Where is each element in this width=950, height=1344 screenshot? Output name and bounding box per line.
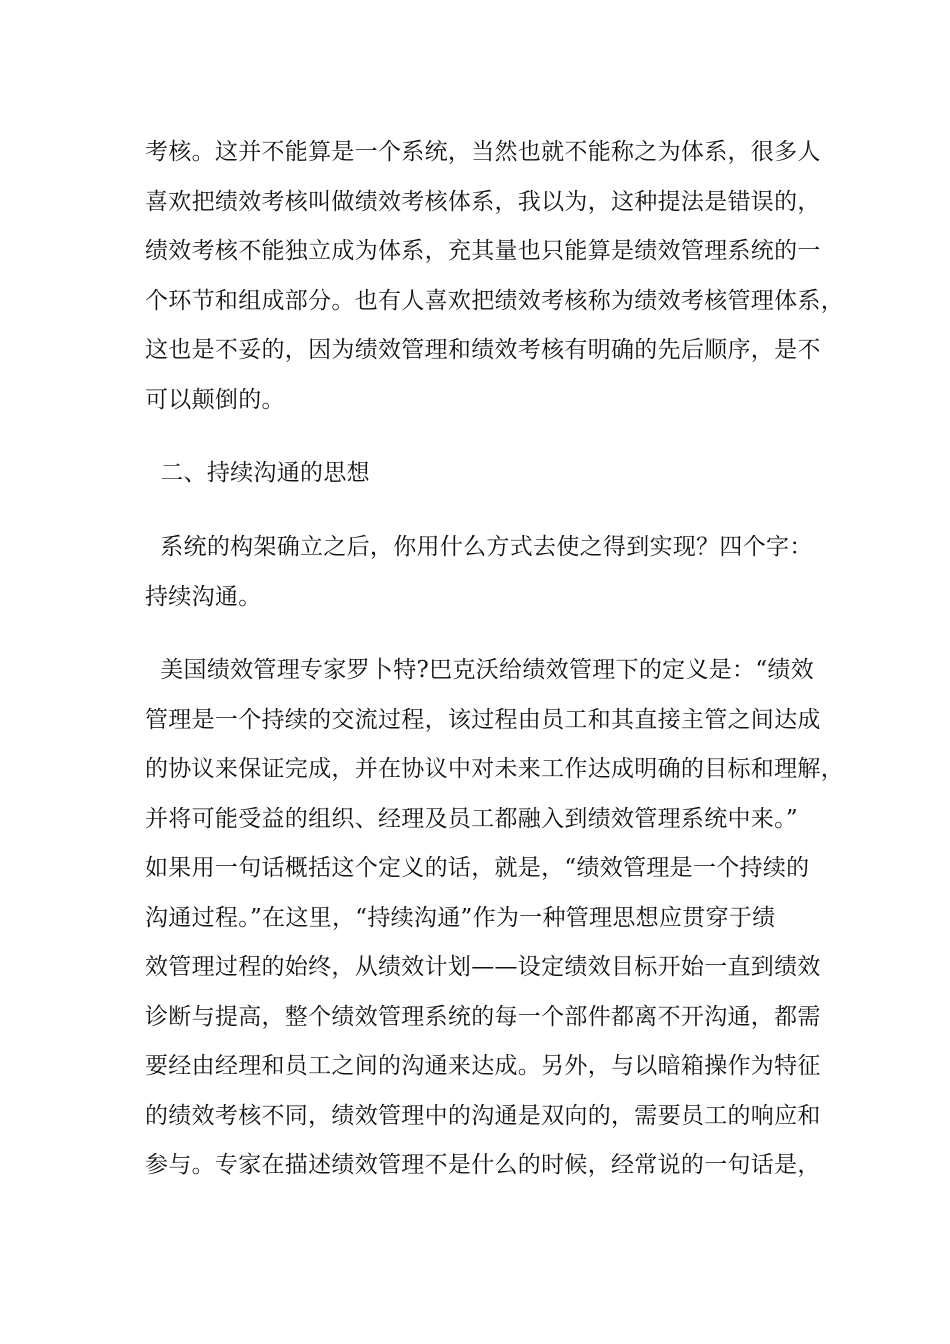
text-line: 个环节和组成部分。也有人喜欢把绩效考核称为绩效考核管理体系， [145,287,844,314]
paragraph-system-critique [145,128,844,425]
text-line: 喜欢把绩效考核叫做绩效考核体系，我以为，这种提法是错误的， [145,188,821,215]
text-line: 这也是不妥的，因为绩效管理和绩效考核有明确的先后顺序，是不 [145,337,821,363]
paragraph-definition [145,646,844,1191]
paragraph-intro [145,523,825,622]
heading-line: 二、持续沟通的思想 [145,460,370,486]
text-line: 效管理过程的始终，从绩效计划——设定绩效目标开始一直到绩效 [145,954,821,980]
text-line: 可以颠倒的。 [145,386,285,413]
text-line: 持续沟通。 [145,583,262,610]
text-line: 参与。专家在描述绩效管理不是什么的时候，经常说的一句话是， [145,1152,821,1178]
text-line: 管理是一个持续的交流过程，该过程由员工和其直接主管之间达成 [145,706,821,733]
text-line: 并将可能受益的组织、经理及员工都融入到绩效管理系统中来。” [145,805,798,832]
text-line: 绩效考核不能独立成为体系，充其量也只能算是绩效管理系统的一 [145,238,821,264]
text-line: 美国绩效管理专家罗卜特?巴克沃给绩效管理下的定义是：“绩效 [145,657,815,683]
text-line: 要经由经理和员工之间的沟通来达成。另外，与以暗箱操作为特征 [145,1053,821,1079]
text-line: 诊断与提高，整个绩效管理系统的每一个部件都离不开沟通，都需 [145,1003,821,1030]
text-line: 系统的构架确立之后，你用什么方式去使之得到实现？四个字： [145,534,813,560]
text-line: 考核。这并不能算是一个系统，当然也就不能称之为体系，很多人 [145,139,821,165]
section-heading [145,449,825,499]
text-line: 沟通过程。”在这里，“持续沟通”作为一种管理思想应贯穿于绩 [145,904,776,931]
text-line: 的协议来保证完成，并在协议中对未来工作达成明确的目标和理解， [145,756,844,782]
text-line: 的绩效考核不同，绩效管理中的沟通是双向的，需要员工的响应和 [145,1102,821,1129]
text-line: 如果用一句话概括这个定义的话，就是，“绩效管理是一个持续的 [145,855,810,881]
